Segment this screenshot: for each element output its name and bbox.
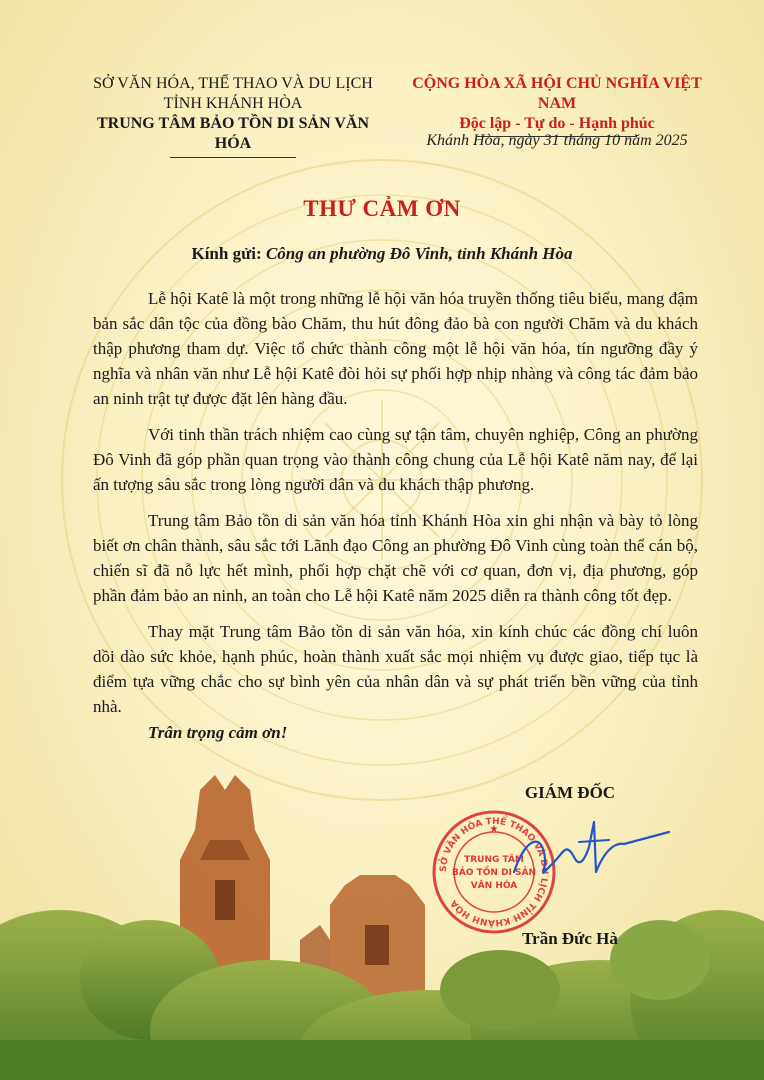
seal-ring-text: SỞ VĂN HÓA THỂ THAO VÀ DU LỊCH TỈNH KHÁNH HÒA	[438, 816, 550, 928]
salutation	[0, 244, 764, 264]
body-paragraph-3: Trung tâm Bảo tồn di sản văn hóa tỉnh Khánh Hòa xin ghi nhận và bày tỏ lòng biết ơn chân thành, sâu sắc tới Lãnh đạo Công an phường Đô Vinh cùng toàn thể cán bộ, chiến sĩ đã nỗ lực hết mình, phối hợp chặt chẽ với cơ quan, đơn vị, địa phương, góp phần đảm bảo an ninh, an toàn cho Lễ hội Katê năm 2025 diễn ra thành công tốt đẹp.	[93, 511, 698, 605]
seal-center-line-3: VĂN HÓA	[470, 881, 518, 891]
agency-line-3: TRUNG TÂM BẢO TỒN DI SẢN VĂN HÓA	[96, 115, 370, 152]
closing-line: Trân trọng cảm ơn!	[148, 723, 288, 742]
national-motto: Độc lập - Tự do - Hạnh phúc	[459, 115, 655, 132]
body-paragraph-1: Lễ hội Katê là một trong những lễ hội văn hóa truyền thống tiêu biểu, mang đậm bản sắc dân tộc của đồng bào Chăm, thu hút đông đảo bà con người Chăm và du khách thập phương tham dự. Việc tổ chức thành công một lễ hội văn hóa, tín ngưỡng đầy ý nghĩa và nhân văn như Lễ hội Katê đòi hỏi sự phối hợp nhịp nhàng và công tác đảm bảo an ninh trật tự được đặt lên hàng đầu.	[93, 289, 698, 408]
salutation-recipient: Công an phường Đô Vinh, tỉnh Khánh Hòa	[265, 244, 573, 263]
handwritten-signature	[494, 812, 674, 902]
nation-title: CỘNG HÒA XÃ HỘI CHỦ NGHĨA VIỆT NAM	[412, 75, 702, 112]
letter-body	[93, 286, 698, 730]
agency-line-2: TỈNH KHÁNH HÒA	[163, 95, 303, 112]
letter-title: THƯ CẢM ƠN	[303, 196, 461, 221]
seal-center-line-1: TRUNG TÂM	[464, 855, 524, 865]
seal-center-line-2: BẢO TỒN DI SẢN	[452, 868, 536, 878]
signer-title: GIÁM ĐỐC	[524, 783, 616, 802]
signer-name: Trần Đức Hà	[522, 929, 618, 948]
salutation-label: Kính gửi:	[191, 244, 262, 263]
agency-header	[78, 74, 388, 158]
agency-underline	[170, 157, 296, 158]
body-paragraph-2: Với tinh thần trách nhiệm cao cùng sự tận tâm, chuyên nghiệp, Công an phường Đô Vinh đã góp phần quan trọng vào thành công chung của Lễ hội Katê năm nay, để lại ấn tượng sâu sắc trong lòng người dân và du khách thập phương.	[93, 425, 698, 494]
seal-star-icon: ★	[489, 824, 499, 835]
national-header	[400, 74, 714, 137]
letter-date: Khánh Hòa, ngày 31 tháng 10 năm 2025	[426, 132, 688, 149]
agency-line-1: SỞ VĂN HÓA, THỂ THAO VÀ DU LỊCH	[93, 75, 373, 92]
body-paragraph-4: Thay mặt Trung tâm Bảo tồn di sản văn hóa, xin kính chúc các đồng chí luôn dồi dào sức khỏe, hạnh phúc, hoàn thành xuất sắc mọi nhiệm vụ được giao, tiếp tục là điểm tựa vững chắc cho sự bình yên của nhân dân và sự phát triển bền vững của tỉnh nhà.	[93, 622, 698, 716]
